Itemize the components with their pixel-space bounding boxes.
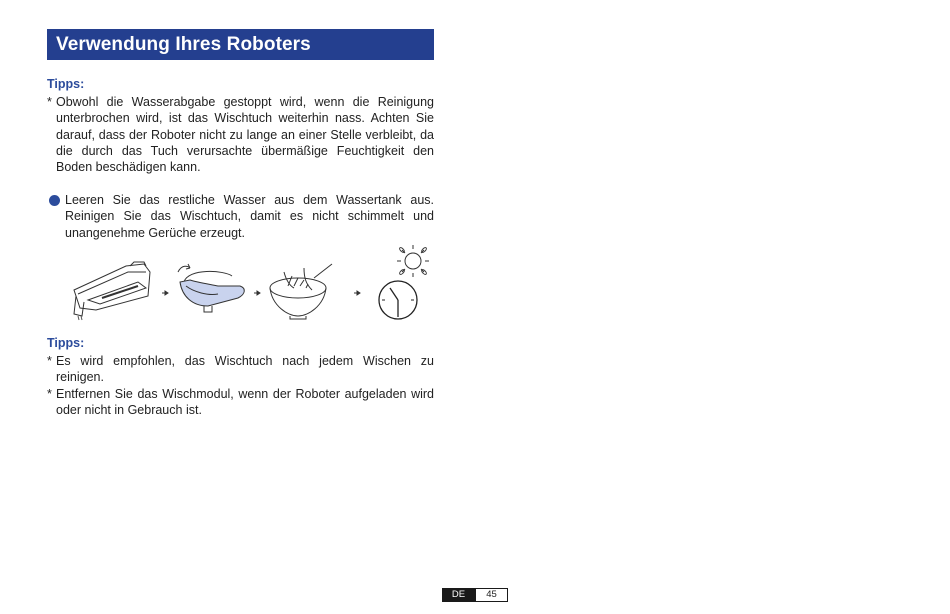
- tip-item-1-text: Obwohl die Wasserabgabe gestoppt wird, wenn die Reinigung unterbrochen wird, ist das Wischtuch weiterhin nass. Achten Sie darauf, dass der Roboter nicht zu lange an einer Stelle verbleibt, da die durch das Tuch verursachte übermäßige Feuchtigkeit den Boden beschädigen kann.: [56, 95, 434, 175]
- tip-item-2-text: Es wird empfohlen, das Wischtuch nach jedem Wischen zu reinigen.: [56, 354, 434, 385]
- page-title: Verwendung Ihres Roboters: [47, 29, 434, 60]
- wash-basin-icon: [270, 264, 332, 319]
- asterisk-marker: *: [47, 354, 52, 368]
- bullet-item: [47, 192, 434, 241]
- language-badge: DE: [442, 588, 475, 602]
- clock-icon: [379, 281, 417, 319]
- page-number: 45: [475, 588, 508, 602]
- sun-icon: [397, 245, 429, 277]
- asterisk-marker: *: [47, 387, 52, 401]
- asterisk-marker: *: [47, 95, 52, 109]
- bullet-item-text: Leeren Sie das restliche Wasser aus dem Wassertank aus. Reinigen Sie das Wischtuch, damit es nicht schimmelt und unangenehme Gerüche erzeugt.: [65, 193, 434, 240]
- tip-item-2: [47, 353, 434, 386]
- tips-heading-2: Tipps:: [47, 336, 85, 350]
- tips-heading-1: Tipps:: [47, 77, 85, 91]
- tip-item-3: [47, 386, 434, 419]
- mop-cloth-removal-icon: [178, 264, 244, 312]
- bullet-dot-icon: [49, 195, 60, 206]
- arrow-icon-2: [254, 291, 260, 295]
- arrow-icon-3: [354, 291, 360, 295]
- mop-cleaning-illustration: [68, 242, 434, 322]
- tip-item-1: [47, 94, 434, 175]
- tip-item-3-text: Entfernen Sie das Wischmodul, wenn der Roboter aufgeladen wird oder nicht in Gebrauch ist.: [56, 387, 434, 418]
- mop-module-icon: [74, 262, 150, 320]
- mop-cleaning-steps-svg: [68, 242, 434, 322]
- arrow-icon-1: [162, 291, 168, 295]
